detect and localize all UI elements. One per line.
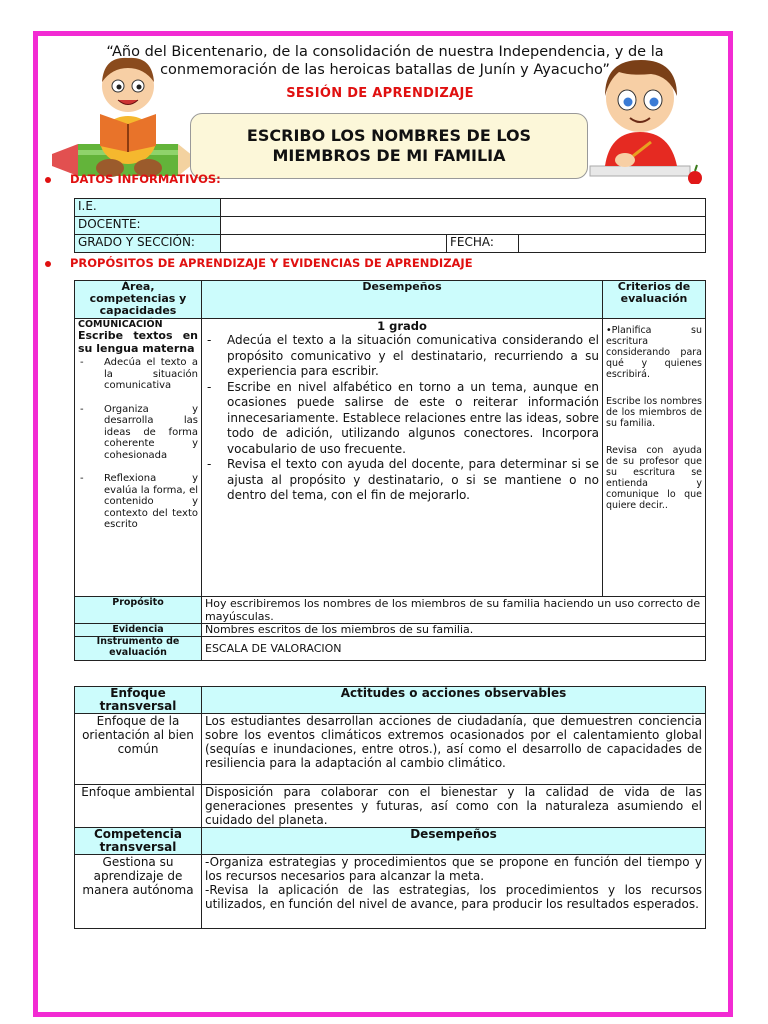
- competencia-name: Escribe textos en su lengua materna: [78, 329, 198, 355]
- area-name: COMUNICACIÓN: [78, 319, 163, 330]
- desempenos-list: [205, 333, 599, 504]
- capacidad-item: - Organiza y desarrolla las ideas de forma coherente y cohesionada: [78, 404, 198, 462]
- proposito-text: Hoy escribiremos los nombres de los miembros de su familia haciendo un uso correcto de mayúsculas.: [202, 597, 706, 624]
- competencia-transversal-name: Gestiona su aprendizaje de manera autónoma: [75, 855, 202, 929]
- datos-heading: DATOS INFORMATIVOS:: [45, 172, 221, 186]
- fecha-field[interactable]: [519, 235, 706, 253]
- propositos-heading: PROPÓSITOS DE APRENDIZAJE Y EVIDENCIAS DE APRENDIZAJE: [45, 256, 473, 270]
- competencia-col-header: Competencia transversal: [75, 828, 202, 855]
- grado-label: GRADO Y SECCIÓN:: [75, 235, 221, 253]
- enfoque-name: Enfoque de la orientación al bien común: [75, 714, 202, 785]
- proposito-label: Propósito: [75, 597, 202, 624]
- evidencia-text: Nombres escritos de los miembros de su familia.: [202, 624, 706, 637]
- criterios-cell: [603, 319, 706, 597]
- actitudes-col-header: Actitudes o acciones observables: [202, 687, 706, 714]
- fecha-label: FECHA:: [447, 235, 519, 253]
- grado-field[interactable]: [221, 235, 447, 253]
- comp-desempenos-col-header: Desempeños: [202, 828, 706, 855]
- comp-desempeno-item: -Organiza estrategias y procedimientos que se propone en función del tiempo y los recursos necesarios para alcanzar la meta.: [205, 855, 702, 883]
- datos-table: [74, 198, 706, 253]
- competencia-transversal-cell: [202, 855, 706, 929]
- criterio-item: Revisa con ayuda de su profesor que su escritura se entienda y comunique lo que quiere decir..: [606, 445, 702, 511]
- grado-title: 1 grado: [377, 319, 427, 333]
- enfoque-text: Disposición para colaborar con el bienestar y la calidad de vida de las generaciones presentes y futuras, así como con la naturaleza asumiendo el cuidado del planeta.: [202, 785, 706, 828]
- session-label: SESIÓN DE APRENDIZAJE: [286, 86, 474, 101]
- capacidad-item: - Adecúa el texto a la situación comunicativa: [78, 357, 198, 392]
- enfoque-text: Los estudiantes desarrollan acciones de ciudadanía, que demuestren conciencia sobre los eventos climáticos extremos ocasionados por el calentamiento global (sequías e inundaciones, entre otros.), así como el desarrollo de capacidades de resiliencia para la adaptación al cambio climático.: [202, 714, 706, 785]
- instrumento-text: ESCALA DE VALORACION: [202, 637, 706, 661]
- ie-field[interactable]: [221, 199, 706, 217]
- motto-text: “Año del Bicentenario, de la consolidación de nuestra Independencia, y de la conmemoración de las heroicas batallas de Junín y Ayacucho”: [106, 44, 664, 78]
- propositos-table: [74, 280, 706, 661]
- session-title: ESCRIBO LOS NOMBRES DE LOS MIEMBROS DE MI FAMILIA: [190, 113, 588, 179]
- desempeno-item: - Adecúa el texto a la situación comunicativa considerando el propósito comunicativo y el destinatario, recurriendo a su experiencia para escribir.: [205, 333, 599, 380]
- desempeno-item: - Revisa el texto con ayuda del docente, para determinar si se ajusta al propósito y destinatario, o si se mantiene o no dentro del tema, con el fin de mejorarlo.: [205, 457, 599, 504]
- bullet-icon: [45, 261, 51, 267]
- evidencia-label: Evidencia: [75, 624, 202, 637]
- criterio-item: •Planifica su escritura considerando para qué y quienes escribirá.: [606, 325, 702, 380]
- ie-label: I.E.: [75, 199, 221, 217]
- docente-label: DOCENTE:: [75, 217, 221, 235]
- col-area-header: Área, competencias y capacidades: [75, 281, 202, 319]
- bullet-icon: [45, 177, 51, 183]
- desempenos-cell: [202, 319, 603, 597]
- col-desempenos-header: Desempeños: [202, 281, 603, 319]
- area-cell: [75, 319, 202, 597]
- criterio-item: Escribe los nombres de los miembros de su familia.: [606, 396, 702, 429]
- col-criterios-header: Criterios de evaluación: [603, 281, 706, 319]
- enfoque-name: Enfoque ambiental: [75, 785, 202, 828]
- enfoques-table: [74, 686, 706, 929]
- docente-field[interactable]: [221, 217, 706, 235]
- comp-desempeno-item: -Revisa la aplicación de las estrategias, los procedimientos y los recursos utilizados, en función del nivel de avance, para producir los resultados esperados.: [205, 883, 702, 911]
- enfoque-col-header: Enfoque transversal: [75, 687, 202, 714]
- desempeno-item: - Escribe en nivel alfabético en torno a un tema, aunque en ocasiones puede salirse de este o reiterar información innecesariamente. Establece relaciones entre las ideas, sobre todo de adición, utilizando algunos conectores. Incorpora vocabulario de uso frecuente.: [205, 380, 599, 458]
- capacidades-list: [78, 357, 198, 531]
- instrumento-label: Instrumento de evaluación: [75, 637, 202, 661]
- capacidad-item: - Reflexiona y evalúa la forma, el contenido y contexto del texto escrito: [78, 473, 198, 531]
